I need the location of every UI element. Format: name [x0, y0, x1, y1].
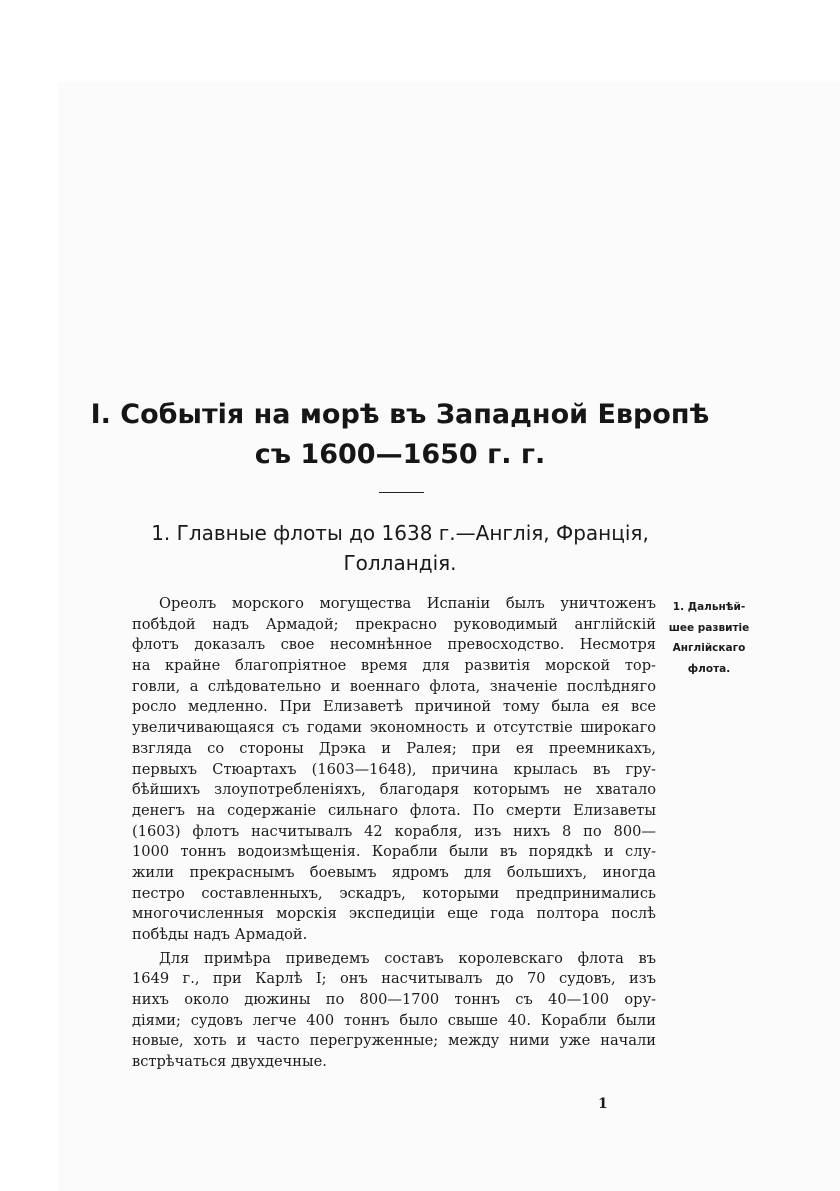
text-line: денегъ на содержаніе сильнаго флота. По смерти Елизаветы [132, 801, 656, 819]
margin-note-line-2: шее развитіе [668, 621, 750, 634]
chapter-title-line-1: I. Событія на морѣ въ Западной Европѣ [90, 399, 710, 430]
text-line: 1000 тоннъ водоизмѣщенія. Корабли были въ порядкѣ и слу- [132, 843, 656, 861]
text-line: увеличивающаяся съ годами экономность и отсутствіе широкаго [132, 719, 656, 737]
text-line: встрѣчаться двухдечные. [132, 1053, 327, 1071]
text-line: бѣйшихъ злоупотребленіяхъ, благодаря которымъ не хватало [132, 781, 656, 799]
text-line: Ореолъ морского могущества Испаніи былъ уничтоженъ [159, 595, 656, 612]
chapter-title-line-2: съ 1600—1650 г. г. [254, 439, 546, 470]
text-line: росло медленно. При Елизаветѣ причиной тому была ея все [132, 698, 656, 716]
paragraph [132, 594, 656, 946]
text-line: Для примѣра приведемъ составъ королевскаго флота въ [159, 949, 656, 967]
section-title [0, 518, 800, 578]
text-line: 1649 г., при Карлѣ I; онъ насчитывалъ до 70 судовъ, изъ [132, 970, 656, 988]
text-line: новые, хоть и часто перегруженные; между ними уже начали [132, 1032, 656, 1050]
text-line: пестро составленныхъ, эскадръ, которыми предпринимались [132, 884, 656, 902]
text-line: говли, а слѣдовательно и военнаго флота, значеніе послѣдняго [132, 677, 656, 695]
text-line: діями; судовъ легче 400 тоннъ было свыше 40. Корабли были [132, 1011, 656, 1029]
chapter-title [0, 395, 800, 475]
section-title-line-1: 1. Главные флоты до 1638 г.—Англія, Франція, [151, 521, 649, 545]
page-number: 1 [598, 1096, 608, 1112]
margin-note [668, 597, 750, 679]
text-line: побѣды надъ Армадой. [132, 926, 308, 943]
text-line: взгляда со стороны Дрэка и Ралея; при ея преемникахъ, [132, 739, 656, 757]
margin-note-line-3: Англійскаго [672, 642, 746, 654]
text-line: первыхъ Стюартахъ (1603—1648), причина крылась въ гру- [132, 760, 656, 778]
text-line: на крайне благопріятное время для развитія морской тор- [132, 657, 656, 675]
text-line: побѣдой надъ Армадой; прекрасно руководимый англійскій [132, 615, 656, 633]
text-line: жили прекраснымъ боевымъ ядромъ для большихъ, иногда [132, 863, 656, 881]
paragraph [132, 949, 656, 1073]
margin-note-line-4: флота. [687, 662, 731, 675]
text-line: (1603) флотъ насчитывалъ 42 корабля, изъ нихъ 8 по 800— [132, 822, 656, 840]
margin-note-line-1: 1. Дальнѣй- [672, 601, 746, 613]
text-line: многочисленныя морскія экспедиціи еще года полтора послѣ [132, 905, 656, 923]
title-divider [379, 492, 424, 493]
text-line: нихъ около дюжины по 800—1700 тоннъ съ 40—100 ору- [132, 991, 656, 1009]
body-text [132, 594, 656, 1073]
text-line: флотъ доказалъ свое несомнѣнное превосходство. Несмотря [132, 636, 656, 654]
section-title-line-2: Голландія. [343, 551, 457, 575]
